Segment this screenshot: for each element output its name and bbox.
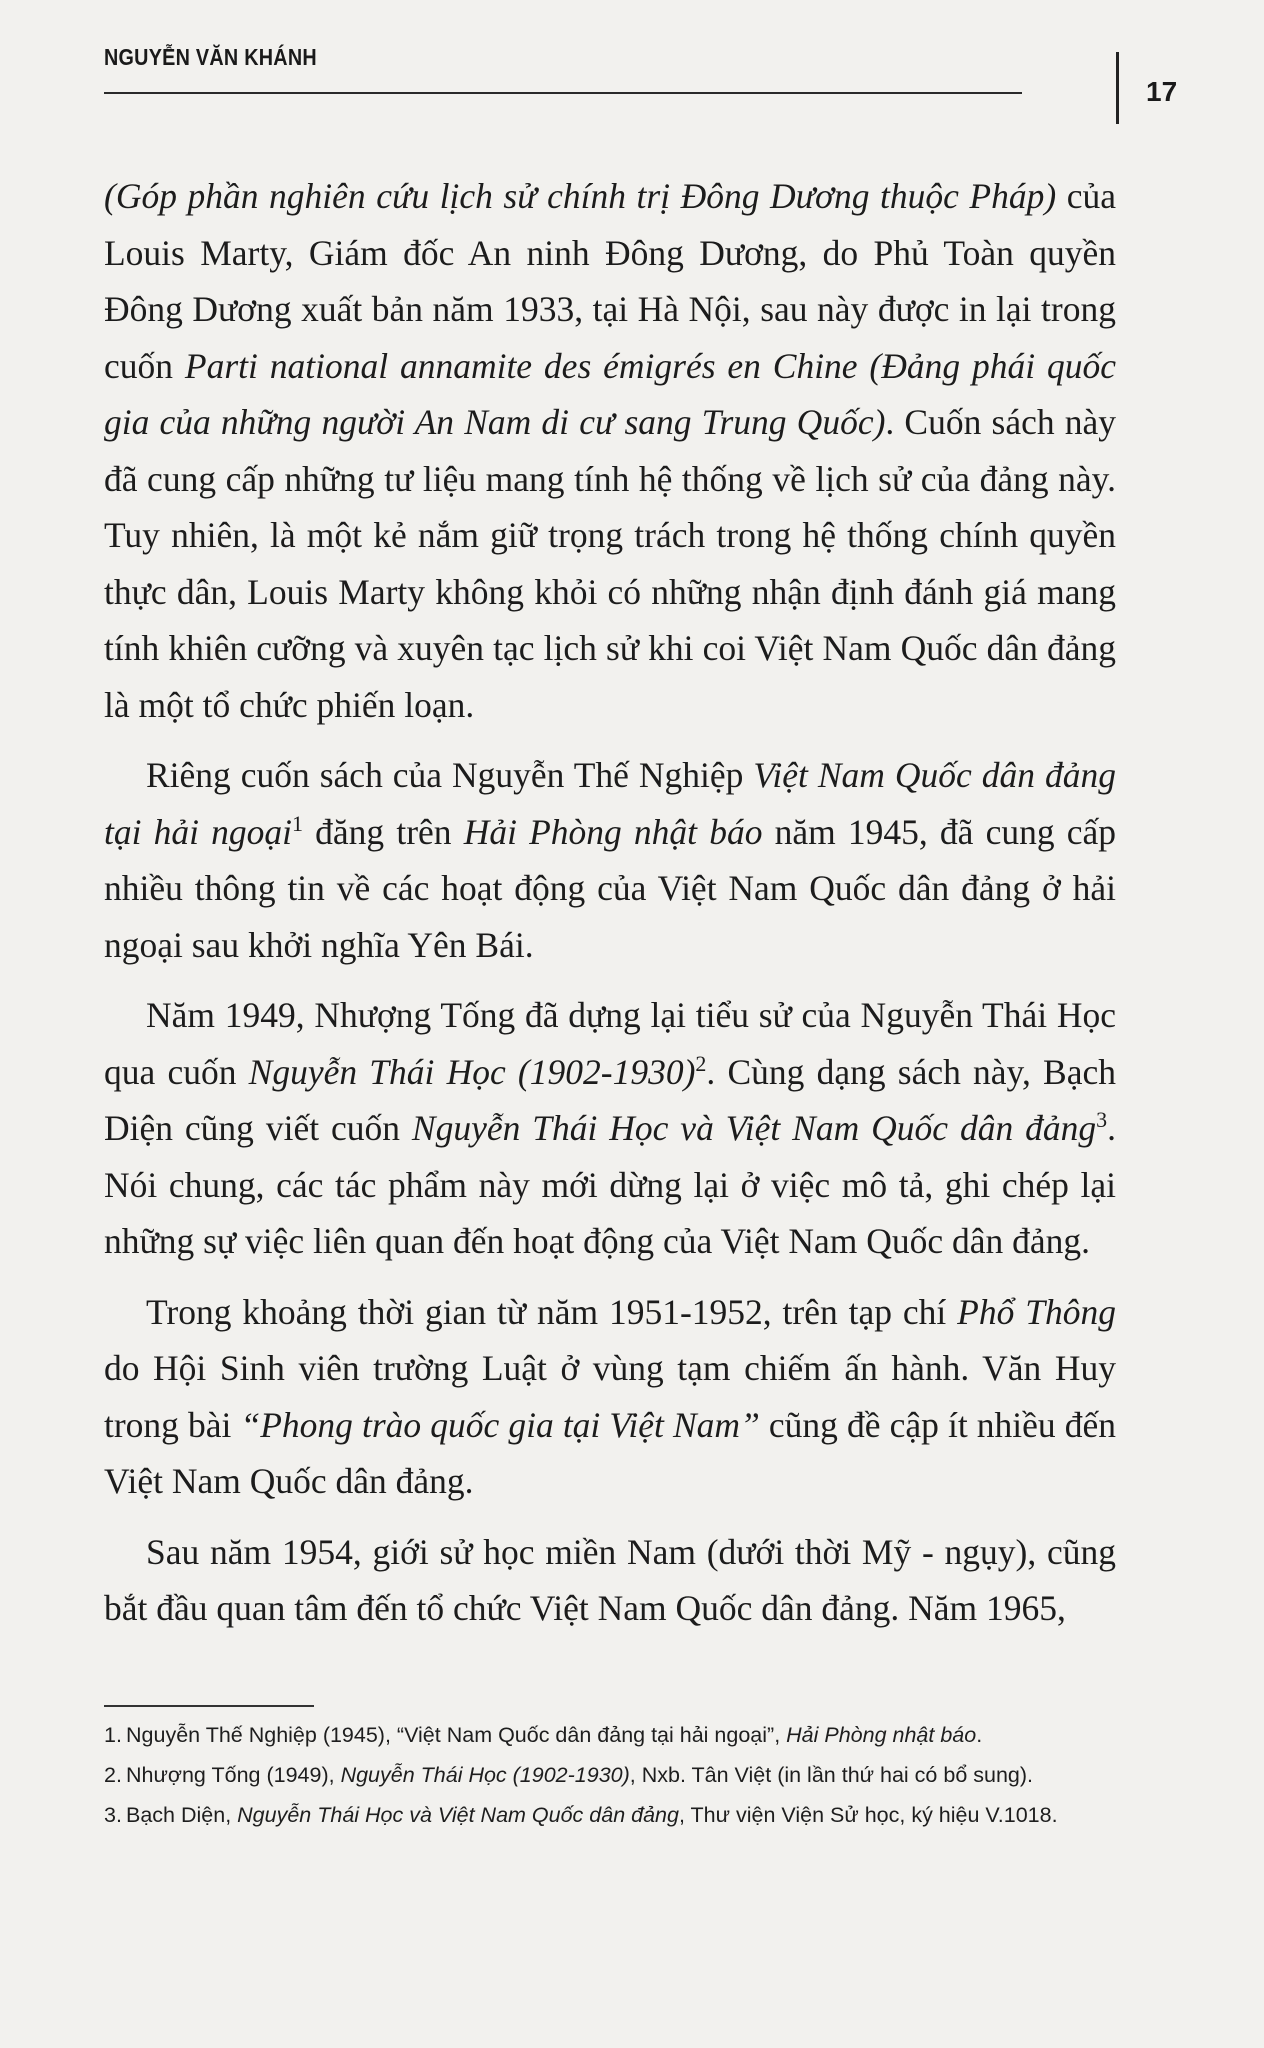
footnote-ref-2: 2 [695, 1050, 707, 1076]
text-run: Sau năm 1954, giới sử học miền Nam (dưới thời Mỹ - ngụy), cũng bắt đầu quan tâm đến tổ chức Việt Nam Quốc dân đảng. Năm 1965, [104, 1531, 1116, 1628]
italic-title: Nguyễn Thái Học và Việt Nam Quốc dân đảng [411, 1108, 1097, 1148]
text-run: Bạch Diện, [126, 1803, 238, 1827]
footnote-text [126, 1760, 1116, 1790]
text-run: năm 1945, đã cung cấp nhiều thông tin về các hoạt động của Việt Nam Quốc dân đảng ở hải ngoại sau khởi nghĩa Yên Bái. [104, 811, 1116, 965]
italic-title: Nguyễn Thái Học và Việt Nam Quốc dân đảng [237, 1803, 679, 1827]
paragraph-1 [104, 168, 1116, 733]
footnote-number: 3. [104, 1803, 122, 1827]
paragraph-3 [104, 987, 1116, 1270]
text-run: Nguyễn Thế Nghiệp (1945), “Việt Nam Quốc dân đảng tại hải ngoại”, [126, 1723, 787, 1747]
italic-title: Nguyễn Thái Học (1902-1930) [248, 1051, 696, 1092]
text-run: của Louis Marty, Giám đốc An ninh Đông Dương, do Phủ Toàn quyền Đông Dương xuất bản năm 1933, tại Hà Nội, sau này được in lại trong cuốn [104, 176, 1116, 386]
running-head-author: NGUYỄN VĂN KHÁNH [104, 44, 317, 70]
italic-title: Phổ Thông [957, 1291, 1116, 1332]
text-run: . Cùng dạng sách này, Bạch Diện cũng viết cuốn [104, 1051, 1116, 1148]
text-run: Riêng cuốn sách của Nguyễn Thế Nghiệp [146, 755, 754, 795]
header-vertical-bar [1116, 52, 1119, 124]
page-number: 17 [1146, 76, 1178, 107]
footnote-number: 2. [104, 1763, 122, 1787]
paragraph-2 [104, 747, 1116, 973]
text-run: , Nxb. Tân Việt (in lần thứ hai có bổ sung). [629, 1763, 1034, 1787]
body-text [104, 168, 1116, 1651]
paragraph-5 [104, 1524, 1116, 1637]
footnotes [104, 1720, 1116, 1840]
italic-title: Hải Phòng nhật báo [786, 1723, 977, 1747]
text-run: . [976, 1723, 983, 1747]
footnote-rule [104, 1705, 314, 1707]
italic-title: “Phong trào quốc gia tại Việt Nam” [240, 1404, 760, 1445]
footnote-ref-3: 3 [1096, 1107, 1108, 1133]
text-run: . Cuốn sách này đã cung cấp những tư liệu mang tính hệ thống về lịch sử của đảng này. Tuy nhiên, là một kẻ nắm giữ trọng trách trong hệ thống chính quyền thực dân, Louis Marty không khỏi có những nhận định đánh giá mang tính khiên cưỡng và xuyên tạc lịch sử khi coi Việt Nam Quốc dân đảng là một tổ chức phiến loạn. [104, 402, 1117, 725]
text-run: Năm 1949, Nhượng Tống đã dựng lại tiểu sử của Nguyễn Thái Học qua cuốn [104, 995, 1116, 1092]
footnote-ref-1: 1 [292, 810, 304, 836]
text-run: đăng trên [303, 811, 464, 852]
footnote-1 [104, 1720, 1116, 1750]
italic-title: Việt Nam Quốc dân đảng tại hải ngoại [104, 755, 1116, 852]
footnote-text [126, 1720, 1116, 1750]
paragraph-4 [104, 1284, 1116, 1510]
footnote-3 [104, 1800, 1116, 1830]
italic-title: (Góp phần nghiên cứu lịch sử chính trị Đông Dương thuộc Pháp) [104, 176, 1057, 216]
text-run: Nhượng Tống (1949), [126, 1763, 341, 1787]
italic-title: Hải Phòng nhật báo [463, 811, 763, 852]
footnote-text [126, 1800, 1116, 1830]
italic-title: Nguyễn Thái Học (1902-1930) [340, 1763, 630, 1787]
text-run: cũng đề cập ít nhiều đến Việt Nam Quốc dân đảng. [104, 1404, 1116, 1501]
text-run: , Thư viện Viện Sử học, ký hiệu V.1018. [678, 1803, 1058, 1827]
text-run: Trong khoảng thời gian từ năm 1951-1952, trên tạp chí [146, 1291, 958, 1332]
text-run: . Nói chung, các tác phẩm này mới dừng lại ở việc mô tả, ghi chép lại những sự việc liên quan đến hoạt động của Việt Nam Quốc dân đảng. [104, 1108, 1116, 1261]
italic-title: Parti national annamite des émigrés en Chine (Đảng phái quốc gia của những người An Nam di cư sang Trung Quốc) [104, 345, 1116, 442]
text-run: do Hội Sinh viên trường Luật ở vùng tạm chiếm ấn hành. Văn Huy trong bài [104, 1348, 1116, 1445]
header-rule [104, 92, 1022, 94]
footnote-number: 1. [104, 1723, 122, 1747]
footnote-2 [104, 1760, 1116, 1790]
